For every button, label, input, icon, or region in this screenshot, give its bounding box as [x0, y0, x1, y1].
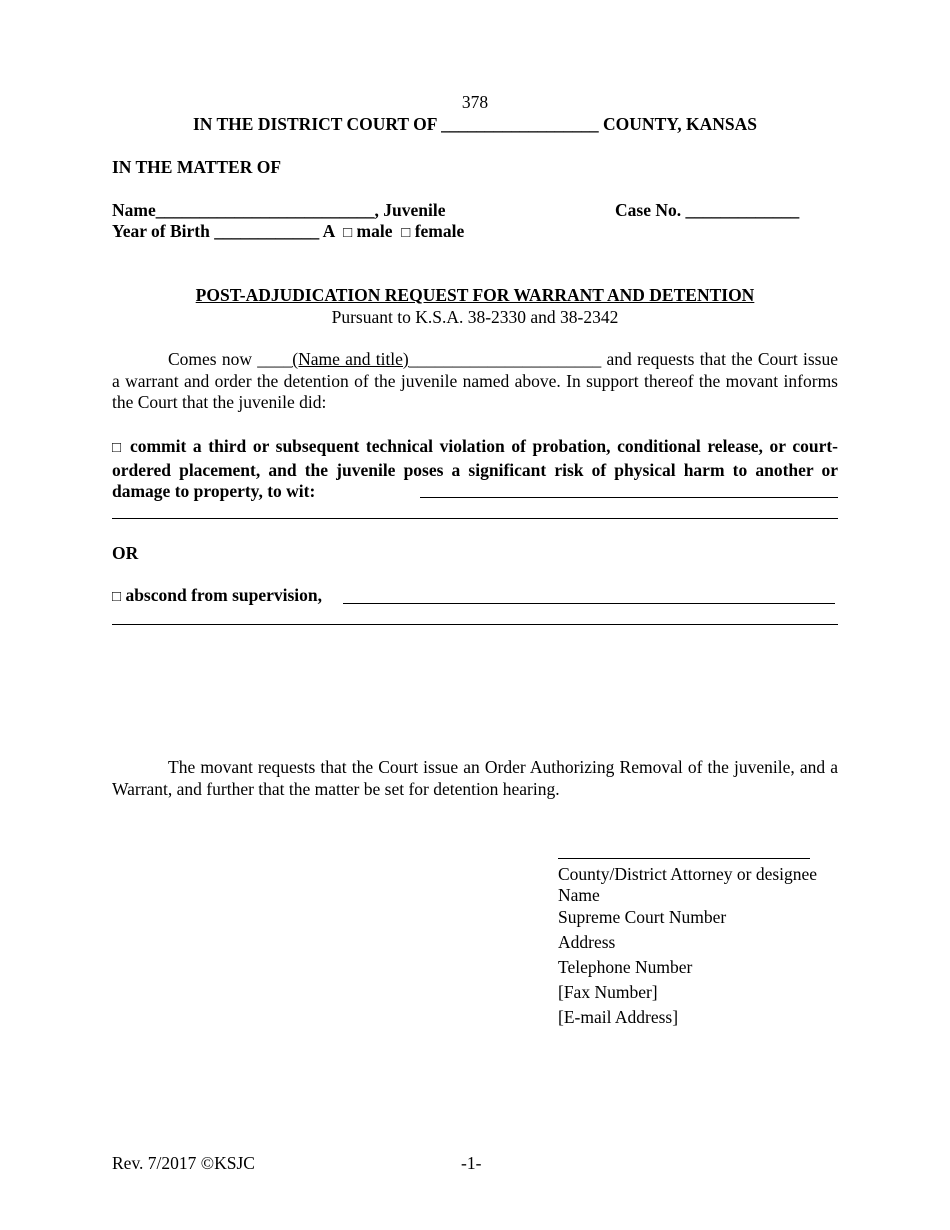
female-checkbox-icon[interactable]: □: [401, 225, 411, 241]
court-heading: IN THE DISTRICT COURT OF __________________ COUNTY, KANSAS: [192, 114, 758, 134]
name-line: Name_________________________, Juvenile: [112, 200, 446, 220]
year-of-birth-label: Year of Birth: [112, 221, 210, 241]
abscond-text: abscond from supervision,: [125, 585, 327, 605]
female-label: female: [414, 221, 465, 241]
signature-fax: [Fax Number]: [558, 982, 658, 1002]
violation-text: commit a third or subsequent technical violation of probation, conditional release, or court-ordered placement, and the juvenile poses a significant risk of physical harm to another or damage to property, to wit:: [112, 436, 839, 501]
option-technical-violation: [112, 436, 838, 503]
intro-rest-text: and requests that the Court issue a warrant and order the detention of the juvenile named above. In support thereof the movant informs the Court that the juvenile did:: [112, 349, 838, 412]
document-title: POST-ADJUDICATION REQUEST FOR WARRANT AND DETENTION: [195, 285, 755, 305]
footer-page-number: -1-: [461, 1153, 482, 1173]
page-number-top: 378: [461, 92, 489, 112]
case-number-line: Case No. _____________: [615, 200, 800, 220]
signature-role: County/District Attorney or designee: [558, 864, 818, 884]
request-paragraph: The movant requests that the Court issue an Order Authorizing Removal of the juvenile, and a Warrant, and further that the matter be set for detention hearing.: [112, 757, 838, 799]
signature-address: Address: [558, 932, 616, 952]
signature-name: Name: [558, 885, 600, 905]
signature-line: [558, 858, 810, 859]
abscond-blank-line-2: [112, 624, 838, 625]
name-title-blank-post: ______________________: [408, 349, 602, 369]
male-label: male: [356, 221, 393, 241]
option-abscond: [112, 585, 326, 606]
signature-telephone: Telephone Number: [558, 957, 693, 977]
violation-checkbox-icon[interactable]: □: [112, 440, 124, 456]
footer-revision: Rev. 7/2017 ©KSJC: [112, 1153, 255, 1173]
matter-heading: IN THE MATTER OF: [112, 157, 282, 177]
comes-now-text: Comes now: [168, 349, 258, 369]
signature-email: [E-mail Address]: [558, 1007, 679, 1027]
name-title-blank-pre: ____: [257, 349, 293, 369]
year-of-birth-blank: ____________: [214, 221, 320, 241]
violation-blank-line-1: [420, 497, 838, 498]
abscond-checkbox-icon[interactable]: □: [112, 589, 122, 605]
document-subtitle: Pursuant to K.S.A. 38-2330 and 38-2342: [331, 307, 619, 327]
name-and-title-field: (Name and title): [292, 349, 409, 369]
year-of-birth-line: [112, 221, 464, 242]
signature-supreme-court-number: Supreme Court Number: [558, 907, 727, 927]
a-label: A: [322, 221, 335, 241]
male-checkbox-icon[interactable]: □: [343, 225, 353, 241]
abscond-blank-line-1: [343, 603, 835, 604]
violation-blank-line-2: [112, 518, 838, 519]
or-label: OR: [112, 543, 139, 563]
intro-paragraph: [112, 349, 838, 414]
